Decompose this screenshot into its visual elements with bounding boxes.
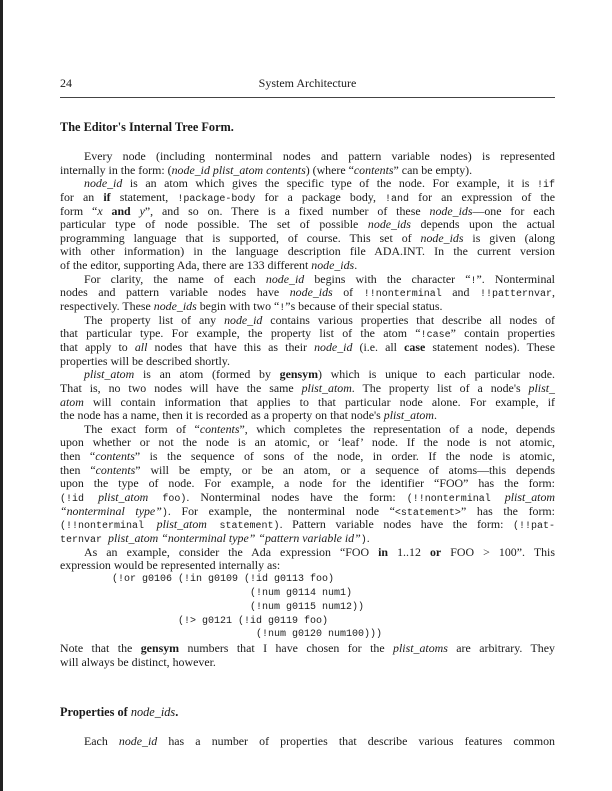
- text-run: statement nodes). These: [425, 339, 555, 354]
- text-line: [60, 259, 555, 273]
- text-run: of: [332, 285, 364, 300]
- text-run: ) which is unique to each particular node.: [317, 367, 555, 382]
- text-run: ” will be empty, or be an atom, or a sequence of atoms—this depends: [135, 462, 555, 477]
- bold-run: gensym: [279, 367, 318, 382]
- text-line: [60, 327, 555, 341]
- text-run: ” has the form:: [460, 503, 555, 518]
- text-run: expression would be represented internally as:: [60, 558, 281, 573]
- bold-run: case: [404, 339, 426, 354]
- italic-run: y: [139, 203, 145, 218]
- bold-run: if: [103, 189, 111, 204]
- text-run: ” can be empty).: [393, 162, 473, 177]
- text-line: [60, 232, 555, 246]
- italic-run: atom: [60, 394, 84, 409]
- text-run: programming language that is supported, of course. This set of: [60, 230, 421, 245]
- text-run: with other information) in the language description file ADA.INT. In the current version: [60, 244, 555, 259]
- mono-run: ): [161, 507, 168, 519]
- text-run: Each: [84, 734, 119, 748]
- text-run: are arbitrary. They: [447, 641, 555, 656]
- italic-run: plist_: [528, 380, 555, 395]
- text-run: properties will be described shortly.: [60, 353, 230, 368]
- text-run: of the editor, supporting Ada, there are 133 different: [60, 258, 312, 273]
- mono-run: !!patternvar: [479, 289, 552, 301]
- text-line: [60, 491, 555, 505]
- bold-run: or: [429, 544, 442, 559]
- text-line: [60, 559, 555, 573]
- text-line: [60, 518, 555, 532]
- scan-edge: [0, 0, 3, 791]
- paragraph: [60, 735, 555, 749]
- text-run: respectively. These: [60, 299, 154, 314]
- text-run: form “: [60, 203, 98, 218]
- italic-run: all: [134, 339, 148, 354]
- italic-run: contents: [353, 162, 394, 177]
- text-run: begin with two “: [196, 299, 280, 314]
- text-line: [60, 355, 555, 369]
- text-run: . For example, the nonterminal node “: [167, 503, 395, 518]
- italic-run: node_ids: [153, 299, 197, 314]
- italic-run: plist_atom: [108, 530, 159, 545]
- text-line: [60, 532, 555, 546]
- italic-run: plist_atom: [383, 408, 434, 423]
- text-run: That is, no two nodes will have the same: [60, 380, 302, 395]
- text-run: Note that the: [60, 641, 141, 656]
- section-body-properties: [60, 735, 555, 749]
- text-run: then “: [60, 462, 96, 477]
- text-run: nodes that have this as their: [147, 339, 315, 354]
- text-run: ,: [552, 285, 555, 300]
- text-line: [60, 314, 555, 328]
- text-run: . The property list of a node's: [351, 380, 529, 395]
- text-run: particular type of node possible. The set of possible: [60, 217, 368, 232]
- text-run: statement,: [110, 189, 178, 204]
- bold-run: gensym: [140, 641, 180, 656]
- text-run: nodes and pattern variable nodes have: [60, 285, 290, 300]
- text-line: [60, 177, 555, 191]
- italic-run: plist_atom: [98, 490, 149, 505]
- text-run: The exact form of “: [84, 421, 200, 436]
- text-run: . Pattern variable nodes have the form:: [279, 517, 513, 532]
- text-line: [60, 300, 555, 314]
- text-run: that particular type. For example, the property list of the atom “: [60, 326, 421, 341]
- italic-run: plist_atom: [156, 517, 207, 532]
- italic-run: node_id: [84, 176, 123, 191]
- mono-run: (!id: [60, 494, 99, 506]
- text-line: [60, 382, 555, 396]
- paragraph: [60, 423, 555, 546]
- text-run: upon whether or not the node is an atomic, or ‘leaf’ node. If the node is not atomic,: [60, 435, 555, 450]
- text-run: is an atom which gives the specific type of the node. For example, it is: [122, 176, 537, 191]
- text-line: [60, 409, 555, 423]
- bold-run: in: [378, 544, 389, 559]
- mono-run: !: [470, 275, 477, 287]
- text-run: and: [441, 285, 480, 300]
- text-line: [60, 368, 555, 382]
- text-run: internally in the form: (: [60, 162, 172, 177]
- italic-run: plist_atom: [84, 367, 135, 382]
- text-run: .: [433, 408, 437, 423]
- text-run: . Nonterminal nodes have the form:: [186, 490, 407, 505]
- italic-run: x: [97, 203, 103, 218]
- paragraph: [60, 273, 555, 314]
- text-run: for an expression of the: [409, 189, 556, 204]
- text-run: is an atom (formed by: [134, 367, 280, 382]
- text-line: [60, 218, 555, 232]
- text-run: for a package body,: [255, 189, 386, 204]
- text-run: .: [366, 530, 370, 545]
- paragraph: [60, 642, 555, 669]
- text-line: [60, 273, 555, 287]
- text-line: [60, 656, 555, 670]
- mono-run: <statement>: [394, 507, 461, 519]
- text-run: 1..12: [388, 544, 430, 559]
- mono-run: ): [360, 534, 367, 546]
- text-run: depends upon the actual: [410, 217, 555, 232]
- text-line: [60, 477, 555, 491]
- paragraph: [60, 546, 555, 573]
- text-run: ”, which completes the representation of a node, depends: [239, 421, 555, 436]
- text-run: then “: [60, 449, 96, 464]
- heading-text: Properties of: [60, 705, 131, 719]
- text-line: [60, 642, 555, 656]
- italic-run: contents: [95, 462, 136, 477]
- italic-run: node_ids: [429, 203, 473, 218]
- text-run: contains various properties that describe all nodes of: [262, 312, 555, 327]
- text-line: [60, 450, 555, 464]
- italic-run: plist_atoms: [393, 641, 448, 656]
- italic-run: plist_atom: [301, 380, 352, 395]
- text-run: numbers that I have chosen for the: [179, 641, 394, 656]
- text-run: is given (along: [463, 230, 555, 245]
- text-run: ”s because of their special status.: [285, 299, 443, 314]
- text-run: For clarity, the name of each: [84, 271, 266, 286]
- text-run: begins with the character “: [304, 271, 471, 286]
- mono-run: foo): [148, 494, 187, 506]
- text-run: —one for each: [472, 203, 555, 218]
- italic-run: node_id: [265, 271, 305, 286]
- code-block: (!or g0106 (!in g0109 (!id g0113 foo) (!num g0114 num1) (!num g0115 num12)) (!> g0121 (!id g0119 foo) (!num g0120 num100))): [112, 573, 383, 641]
- heading-suffix: .: [175, 705, 179, 719]
- mono-run: statement): [206, 521, 280, 533]
- section-heading: The Editor's Internal Tree Form.: [60, 120, 234, 134]
- text-run: ” contain properties: [450, 326, 555, 341]
- italic-run: node_id: [118, 734, 158, 748]
- running-title: System Architecture: [258, 76, 357, 90]
- section-body: [60, 150, 555, 670]
- text-line: [60, 341, 555, 355]
- text-line: [60, 396, 555, 410]
- text-run: The property list of any: [84, 312, 225, 327]
- text-run: ) (where “: [305, 162, 354, 177]
- mono-run: !!nonterminal: [363, 289, 442, 301]
- mono-run: (!!nonterminal: [406, 494, 505, 506]
- mono-run: !: [279, 303, 286, 315]
- italic-run: contents: [199, 421, 240, 436]
- text-line: [60, 164, 555, 178]
- text-line: [60, 464, 555, 478]
- mono-run: !case: [420, 330, 451, 342]
- text-run: Every node (including nonterminal nodes and pattern variable nodes) is represented: [84, 149, 555, 163]
- text-line: [60, 150, 555, 164]
- text-line: [60, 546, 555, 560]
- mono-run: ternvar: [60, 534, 109, 546]
- text-run: ” is the sequence of sons of the node, in order. If the node is atomic,: [134, 449, 555, 464]
- text-run: for an: [60, 189, 104, 204]
- paragraph: [60, 150, 555, 177]
- text-line: [60, 505, 555, 519]
- text-run: As an example, consider the Ada expression “FOO: [84, 544, 379, 559]
- text-run: that apply to: [60, 339, 135, 354]
- italic-run: node_id: [314, 339, 353, 354]
- text-line: [60, 423, 555, 437]
- paragraph: [60, 177, 555, 272]
- italic-run: node_id plist_atom contents: [171, 162, 306, 177]
- header-rule: [60, 97, 555, 98]
- mono-run: !if: [536, 180, 555, 192]
- text-line: [60, 735, 555, 749]
- italic-run: node_ids: [420, 230, 464, 245]
- text-run: upon the type of node. For example, a node for the identifier “FOO” has the form:: [60, 476, 555, 491]
- section-heading-properties: [60, 705, 178, 720]
- paragraph: [60, 368, 555, 423]
- text-run: the node has a name, then it is recorded as a property on that node's: [60, 408, 384, 423]
- text-run: .: [354, 258, 358, 273]
- italic-run: node_ids: [289, 285, 333, 300]
- mono-run: (!!pat-: [513, 521, 556, 533]
- text-run: ”. Nonterminal: [476, 271, 555, 286]
- text-run: FOO > 100”. This: [441, 544, 555, 559]
- text-line: [60, 205, 555, 219]
- bold-run: and: [102, 203, 140, 218]
- italic-run: “nonterminal type”: [60, 503, 162, 518]
- text-line: [60, 191, 555, 205]
- italic-run: “pattern variable id”: [258, 530, 361, 545]
- text-run: will contain information that applies to that particular node alone. For example, if: [83, 394, 555, 409]
- italic-run: contents: [95, 449, 135, 464]
- text-line: [60, 286, 555, 300]
- italic-run: “nonterminal type”: [161, 530, 256, 545]
- mono-run: !package-body: [177, 193, 256, 205]
- running-header: [60, 76, 555, 98]
- italic-run: node_id: [224, 312, 263, 327]
- paragraph: [60, 314, 555, 369]
- mono-run: !and: [385, 193, 410, 205]
- text-line: [60, 436, 555, 450]
- text-run: will always be distinct, however.: [60, 655, 216, 670]
- italic-run: node_ids: [367, 217, 411, 232]
- italic-run: plist_atom: [504, 490, 555, 505]
- heading-italic: node_ids: [130, 705, 176, 719]
- text-run: has a number of properties that describe various features common: [157, 734, 555, 748]
- text-line: [60, 245, 555, 259]
- page-number: 24: [60, 76, 72, 90]
- text-run: ”, and so on. There is a fixed number of these: [144, 203, 430, 218]
- italic-run: node_ids: [311, 258, 355, 273]
- mono-run: (!!nonterminal: [60, 521, 157, 533]
- text-run: (i.e. all: [352, 339, 405, 354]
